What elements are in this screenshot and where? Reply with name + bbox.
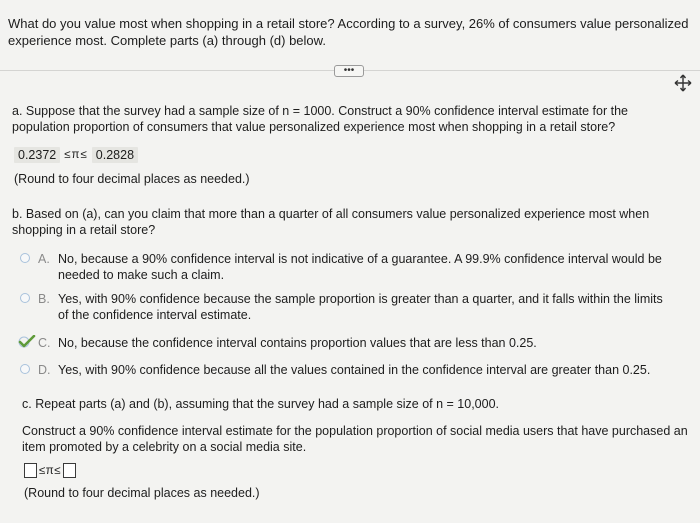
option-d-letter: D. xyxy=(38,363,51,377)
option-a-letter: A. xyxy=(38,252,50,266)
option-d[interactable] xyxy=(20,362,670,378)
move-icon[interactable] xyxy=(674,74,692,92)
option-b[interactable] xyxy=(20,291,670,323)
option-c[interactable] xyxy=(20,335,670,351)
option-b-radio[interactable] xyxy=(20,293,30,303)
part-c-inequality: ≤π≤ xyxy=(39,464,62,477)
part-a-question: a. Suppose that the survey had a sample size of n = 1000. Construct a 90% confidence interval estimate for the population proportion of consumers that value personalized experience most when shopping in a retail store? xyxy=(12,104,628,134)
option-c-letter: C. xyxy=(38,336,51,350)
intro-text: What do you value most when shopping in a retail store? According to a survey, 26% of consumers value personalized experience most. Complete parts (a) through (d) below. xyxy=(8,16,689,48)
option-b-text: Yes, with 90% confidence because the sample proportion is greater than a quarter, and it falls within the limits of the confidence interval estimate. xyxy=(58,292,663,322)
part-c-instruction: Construct a 90% confidence interval estimate for the population proportion of social media users that have purchased an item promoted by a celebrity on a social media site. xyxy=(22,424,688,454)
part-a-lower-answer[interactable]: 0.2372 xyxy=(14,147,60,163)
part-a-note: (Round to four decimal places as needed.) xyxy=(14,172,250,186)
more-button[interactable]: ••• xyxy=(334,65,364,77)
option-c-text: No, because the confidence interval contains proportion values that are less than 0.25. xyxy=(58,336,537,350)
option-a[interactable] xyxy=(20,251,670,283)
part-c-upper-input[interactable] xyxy=(63,463,76,478)
part-a-inequality: ≤π≤ xyxy=(64,149,88,161)
part-b-question: b. Based on (a), can you claim that more than a quarter of all consumers value personalized experience most when shopping in a retail store? xyxy=(12,207,650,237)
part-a-upper-answer[interactable]: 0.2828 xyxy=(92,147,138,163)
option-b-letter: B. xyxy=(38,292,50,306)
part-c-lower-input[interactable] xyxy=(24,463,37,478)
part-c-answer xyxy=(24,463,76,478)
part-c-question: c. Repeat parts (a) and (b), assuming that the survey had a sample size of n = 10,000. xyxy=(22,397,499,411)
part-a-answer xyxy=(14,146,138,164)
option-d-radio[interactable] xyxy=(20,364,30,374)
option-d-text: Yes, with 90% confidence because all the values contained in the confidence interval are greater than 0.25. xyxy=(58,363,651,377)
part-c-note: (Round to four decimal places as needed.) xyxy=(24,486,260,500)
option-a-radio[interactable] xyxy=(20,253,30,263)
option-a-text: No, because a 90% confidence interval is not indicative of a guarantee. A 99.9% confidence interval would be needed to make such a claim. xyxy=(58,252,662,282)
checkmark-icon[interactable] xyxy=(18,335,36,349)
